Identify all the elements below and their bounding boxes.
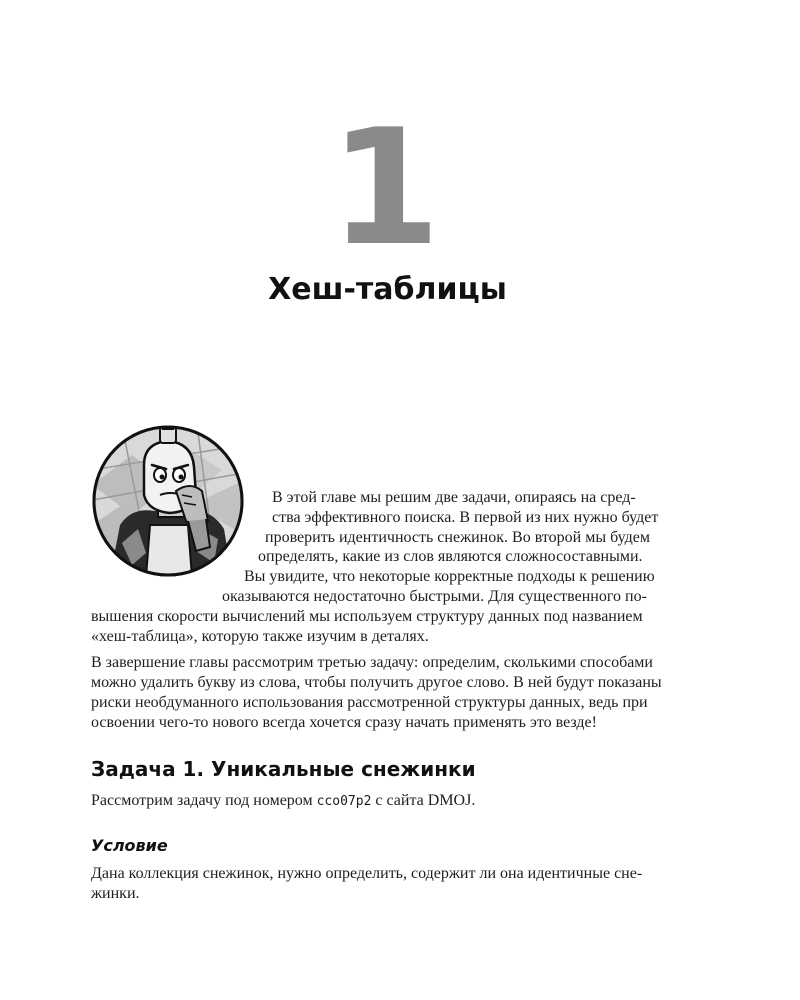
paragraph2-line-3: риски необдуманного использования рассмотренной структуры данных, ведь при	[91, 694, 648, 711]
chapter-number: 1	[329, 94, 441, 281]
section-intro-line	[91, 791, 475, 812]
condition-line-1: Дана коллекция снежинок, нужно определить, содержит ли она идентичные сне-	[91, 865, 643, 882]
intro-line-1: В этой главе мы решим две задачи, опираясь на сред-	[272, 489, 636, 506]
paragraph2-line-1: В завершение главы рассмотрим третью задачу: определим, сколькими способами	[91, 654, 653, 671]
problem-code: cco07p2	[316, 794, 372, 809]
section-intro-prefix: Рассмотрим задачу под номером	[91, 792, 317, 809]
chapter-title: Хеш-таблицы	[268, 272, 507, 307]
intro-line-2: ства эффективного поиска. В первой из них нужно будет	[272, 509, 659, 526]
robot-illustration	[92, 425, 244, 577]
paragraph2-line-4: освоении чего-то нового всегда хочется сразу начать применять это везде!	[91, 714, 597, 731]
section-intro-suffix: с сайта DMOJ.	[371, 792, 476, 809]
intro-line-3: проверить идентичность снежинок. Во второй мы будем	[265, 529, 650, 546]
subsection-heading: Условие	[91, 836, 168, 855]
intro-line-4: определять, какие из слов являются сложносоставными.	[258, 548, 643, 565]
intro-line-5: Вы увидите, что некоторые корректные подходы к решению	[244, 568, 655, 585]
intro-line-7: вышения скорости вычислений мы используем структуру данных под названием	[91, 608, 643, 625]
intro-line-6: оказываются недостаточно быстрыми. Для существенного по-	[222, 588, 647, 605]
condition-line-2: жинки.	[91, 885, 140, 902]
intro-line-8: «хеш-таблица», которую также изучим в деталях.	[91, 628, 429, 645]
paragraph2-line-2: можно удалить букву из слова, чтобы получить другое слово. В ней будут показаны	[91, 674, 662, 691]
section-heading: Задача 1. Уникальные снежинки	[91, 757, 476, 781]
